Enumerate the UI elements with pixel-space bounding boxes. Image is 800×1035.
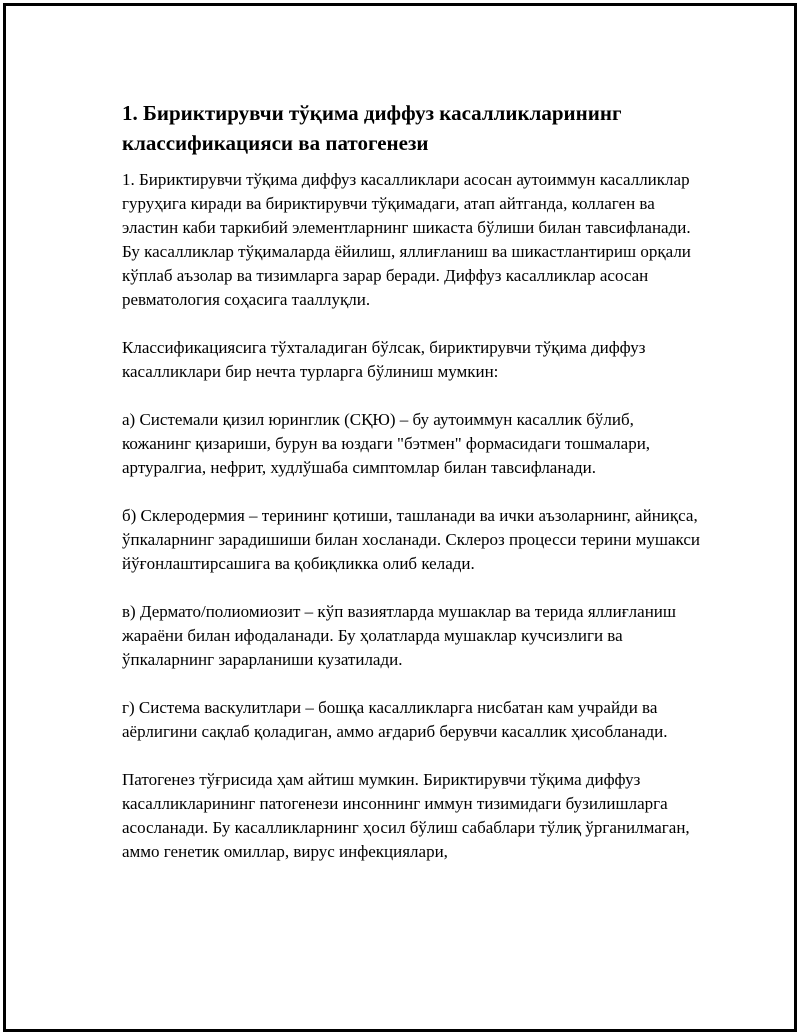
paragraph-pathogenesis: Патогенез тўғрисида ҳам айтиш мумкин. Бириктирувчи тўқима диффуз касалликларининг патогенези инсоннинг иммун тизимидаги бузилишларга асосланади. Бу касалликларнинг ҳосил бўлиш сабаблари тўлиқ ўрганилмаган, аммо генетик омиллар, вирус инфекциялари, [122, 770, 690, 861]
paragraph-item-b: б) Склеродермия – терининг қотиши, ташланади ва ички аъзоларнинг, айниқса, ўпкаларнинг зарадишиши билан хосланади. Склероз процесси терини мушакси йўғонлаштирсашига ва қобиқликка олиб келади. [122, 506, 700, 573]
page-frame [3, 3, 797, 1032]
paragraph-item-a: а) Системали қизил юринглик (СҚЮ) – бу аутоиммун касаллик бўлиб, кожанинг қизариши, бурун ва юздаги "бэтмен" формасидаги тошмалари, артуралгиа, нефрит, худлўшаба симптомлар билан тавсифланади. [122, 410, 651, 477]
paragraph-item-g: г) Система васкулитлари – бошқа касалликларга нисбатан кам учрайди ва аёрлигини сақлаб қоладиган, аммо ағдариб берувчи касаллик ҳисобланади. [122, 698, 668, 741]
document-body [122, 98, 702, 888]
paragraph-intro: 1. Бириктирувчи тўқима диффуз касалликлари асосан аутоиммун касалликлар гуруҳига киради ва бириктирувчи тўқимадаги, атап айтганда, коллаген ва эластин каби таркибий элементларнинг шикаста бўлиши билан тавсифланади. Бу касалликлар тўқималарда ёйилиш, яллиғланиш ва шикастлантириш орқали кўплаб аъзолар ва тизимларга зарар беради. Диффуз касалликлар асосан ревматология соҳасига тааллуқли. [122, 170, 691, 309]
paragraph-item-v: в) Дермато/полиомиозит – кўп вазиятларда мушаклар ва терида яллиғланиш жараёни билан ифодаланади. Бу ҳолатларда мушаклар кучсизлиги ва ўпкаларнинг зарарланиши кузатилади. [122, 602, 676, 669]
paragraph-classification: Классификациясига тўхталадиган бўлсак, бириктирувчи тўқима диффуз касалликлари бир нечта турларга бўлиниш мумкин: [122, 338, 646, 381]
document-title: 1. Бириктирувчи тўқима диффуз касалликларининг классификацияси ва патогенези [122, 101, 622, 155]
